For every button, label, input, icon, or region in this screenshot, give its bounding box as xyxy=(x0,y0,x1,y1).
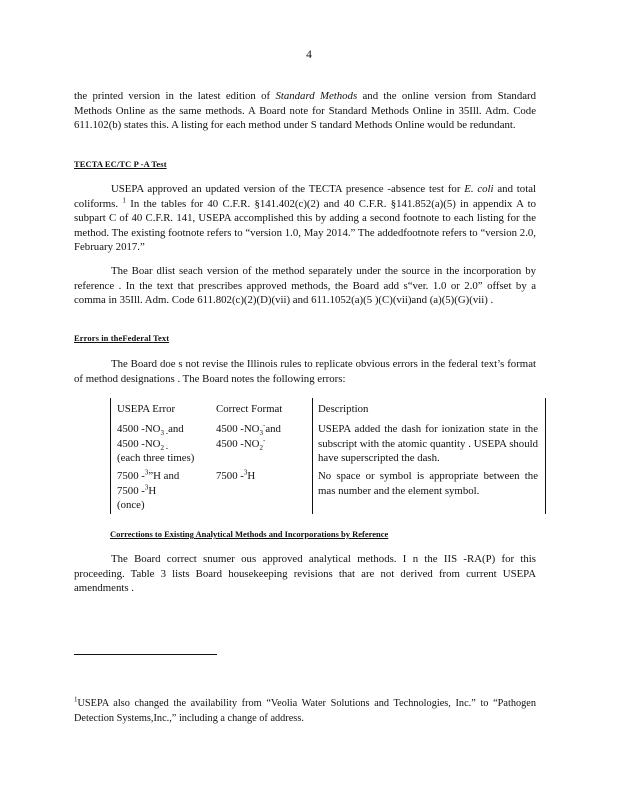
footnote-reference[interactable]: 1 xyxy=(122,196,126,204)
table-row2-error: 7500 -$^3$”H and 7500 -$^3$H (once) xyxy=(117,468,180,512)
paragraph-corrections: The Board correct snumer ous approved analytical methods. I n the IIS -RA(P) for this proceeding. Table 3 lists Board housekeeping revisions that are not derived from current USEPA amendments . xyxy=(74,553,536,595)
paragraph-standard-methods xyxy=(74,89,536,133)
footnote xyxy=(74,697,536,726)
table-row1-error: 4500 $-NO_{3 -}and$ 4500 $-NO_{2 -}$ (each three times) xyxy=(117,423,195,465)
paragraph-text: In the tables for 40 C.F.R. §141.402(c)(2) and 40 C.F.R. §141.852(a)(5) in appendix A to subpart C of 40 C.F.R. 141, USEPA accomplished this by adding a second footnote to each listing for the method. The existing footnote refers to “version 1.0, May 2014.” The addedfootnote refers to “version 2.0, February 2017.” xyxy=(74,197,537,254)
paragraph-text: the printed version in the latest edition of xyxy=(74,90,271,102)
table-left-border xyxy=(110,398,111,514)
table-header-error: USEPA Error xyxy=(117,403,176,415)
section-heading-tecta: TECTA EC/TC P -A Test xyxy=(74,159,167,169)
paragraph-versions: The Boar dlist seach version of the method separately under the source in the incorporation by reference . In the text that prescribes approved methods, the Board add s“ver. 1.0 or 2.0” offset by a comma in 35Ill. Adm. Code 611.802(c)(2)(D)(vii) and 611.1052(a)(5 )(C)(vii)and (a)(5)(G)(vii) . xyxy=(74,265,536,307)
table-row2-description: No space or symbol is appropriate between the mas number and the element symbol. xyxy=(318,470,538,497)
table-header-correct: Correct Format xyxy=(216,403,283,415)
table-column-divider xyxy=(312,398,313,514)
paragraph-text-rest: and the online version from Standard Methods Online as the same methods. A Board note for Standard Methods Online in 35Ill. Adm. Code 611.102(b) states this. A listing for each method under S tandard Methods Online would be redundant. xyxy=(74,90,537,132)
table-right-border xyxy=(545,398,546,514)
italic-title: Standard Methods xyxy=(275,90,358,102)
paragraph-errors: The Board doe s not revise the Illinois rules to replicate obvious errors in the federal text’s format of method designations . The Board notes the following errors: xyxy=(74,358,536,385)
section-heading-corrections: Corrections to Existing Analytical Methods and Incorporations by Reference xyxy=(110,529,389,539)
page-number: 4 xyxy=(306,49,312,61)
table-row1-description: USEPA added the dash for ionization state in the subscript with the atomic quantity . USEPA should have superscripted the dash. xyxy=(318,423,538,465)
footnote-mark: 1 xyxy=(74,695,78,704)
table-row2-correct: 7500 -$^3$H xyxy=(216,468,256,482)
errors-table xyxy=(110,398,546,514)
table-header-description: Description xyxy=(318,403,369,415)
paragraph-text: USEPA approved an updated version of the TECTA presence -absence test for xyxy=(111,183,461,195)
paragraph-text: and total coliforms. xyxy=(74,183,536,210)
footnote-text: USEPA also changed the availability from “Veolia Water Solutions and Technologies, Inc.” to “Pathogen Detection Systems,Inc.,” including a change of address. xyxy=(74,698,536,724)
italic-species: E. coli xyxy=(464,183,494,195)
footnote-separator xyxy=(74,654,217,655)
table-row1-correct: 4500 $-NO_3^-and$ 4500 $-NO_2^-$ xyxy=(216,421,281,452)
paragraph-tecta xyxy=(74,182,536,255)
section-heading-errors: Errors in theFederal Text xyxy=(74,333,170,343)
